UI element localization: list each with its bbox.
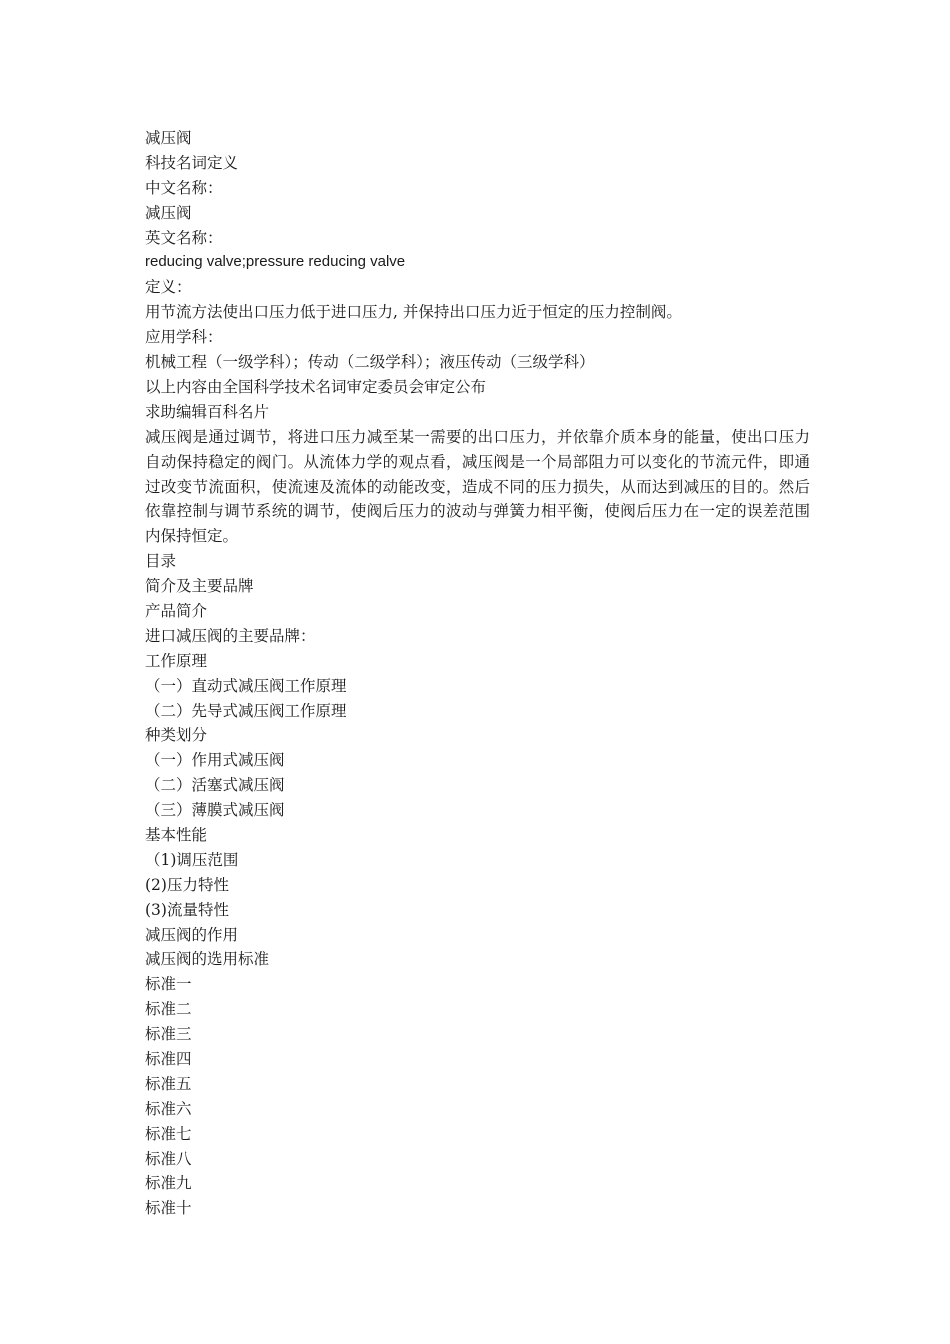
toc-item[interactable]: 减压阀的选用标准 xyxy=(145,950,270,969)
en-name-value: reducing valve;pressure reducing valve xyxy=(145,253,406,271)
toc-item[interactable]: 标准七 xyxy=(145,1124,192,1143)
doc-title: 减压阀 xyxy=(145,129,192,147)
toc-item[interactable]: (3)流量特性 xyxy=(145,900,229,919)
definition-label: 定义： xyxy=(145,278,192,297)
definition-value: 用节流方法使出口压力低于进口压力, 并保持出口压力近于恒定的压力控制阀。 xyxy=(145,303,682,322)
toc-item[interactable]: （一）作用式减压阀 xyxy=(145,751,285,770)
toc-item[interactable]: 标准三 xyxy=(145,1025,192,1044)
toc-item[interactable]: 基本性能 xyxy=(145,826,208,845)
discipline-value: 机械工程（一级学科）；传动（二级学科）；液压传动（三级学科） xyxy=(145,353,595,372)
discipline-label: 应用学科： xyxy=(145,328,223,347)
toc-item[interactable]: 标准二 xyxy=(145,1000,192,1019)
toc-item[interactable]: 标准九 xyxy=(145,1174,192,1193)
toc-item[interactable]: 产品简介 xyxy=(145,602,208,620)
toc-item[interactable]: 简介及主要品牌 xyxy=(145,577,254,596)
help-edit-link[interactable]: 求助编辑百科名片 xyxy=(145,402,270,421)
source-note: 以上内容由全国科学技术名词审定委员会审定公布 xyxy=(145,377,487,396)
toc-item[interactable]: 标准八 xyxy=(145,1149,192,1168)
en-name-label: 英文名称： xyxy=(145,228,223,247)
cn-name-value: 减压阀 xyxy=(145,203,192,222)
toc-item[interactable]: 标准六 xyxy=(145,1099,192,1118)
toc-item[interactable]: （二）先导式减压阀工作原理 xyxy=(145,701,347,720)
toc-item[interactable]: 种类划分 xyxy=(145,726,208,745)
doc-subtitle: 科技名词定义 xyxy=(145,153,239,172)
cn-name-label: 中文名称： xyxy=(145,178,223,197)
toc-item[interactable]: （二）活塞式减压阀 xyxy=(145,776,285,795)
toc-item[interactable]: （一）直动式减压阀工作原理 xyxy=(145,676,347,695)
document-page xyxy=(145,126,810,1221)
toc-item[interactable]: 标准十 xyxy=(145,1199,192,1218)
toc-label: 目录 xyxy=(145,552,177,571)
toc-item[interactable]: 标准五 xyxy=(145,1074,192,1093)
toc-item[interactable]: 标准一 xyxy=(145,975,192,994)
intro-paragraph: 减压阀是通过调节，将进口压力减至某一需要的出口压力，并依靠介质本身的能量，使出口压力自动保持稳定的阀门。从流体力学的观点看，减压阀是一个局部阻力可以变化的节流元件，即通过改变节流面积，使流速及流体的动能改变，造成不同的压力损失，从而达到减压的目的。然后依靠控制与调节系统的调节，使阀后压力的波动与弹簧力相平衡，使阀后压力在一定的误差范围内保持恒定。 xyxy=(145,427,810,546)
toc-item[interactable]: （1)调压范围 xyxy=(145,850,239,869)
toc-item[interactable]: (2)压力特性 xyxy=(145,875,229,894)
toc-item[interactable]: 标准四 xyxy=(145,1050,192,1069)
toc-item[interactable]: 进口减压阀的主要品牌： xyxy=(145,626,316,645)
toc-item[interactable]: 工作原理 xyxy=(145,651,208,670)
toc-item[interactable]: （三）薄膜式减压阀 xyxy=(145,801,285,820)
toc-item[interactable]: 减压阀的作用 xyxy=(145,925,239,944)
toc-list xyxy=(145,574,810,1221)
